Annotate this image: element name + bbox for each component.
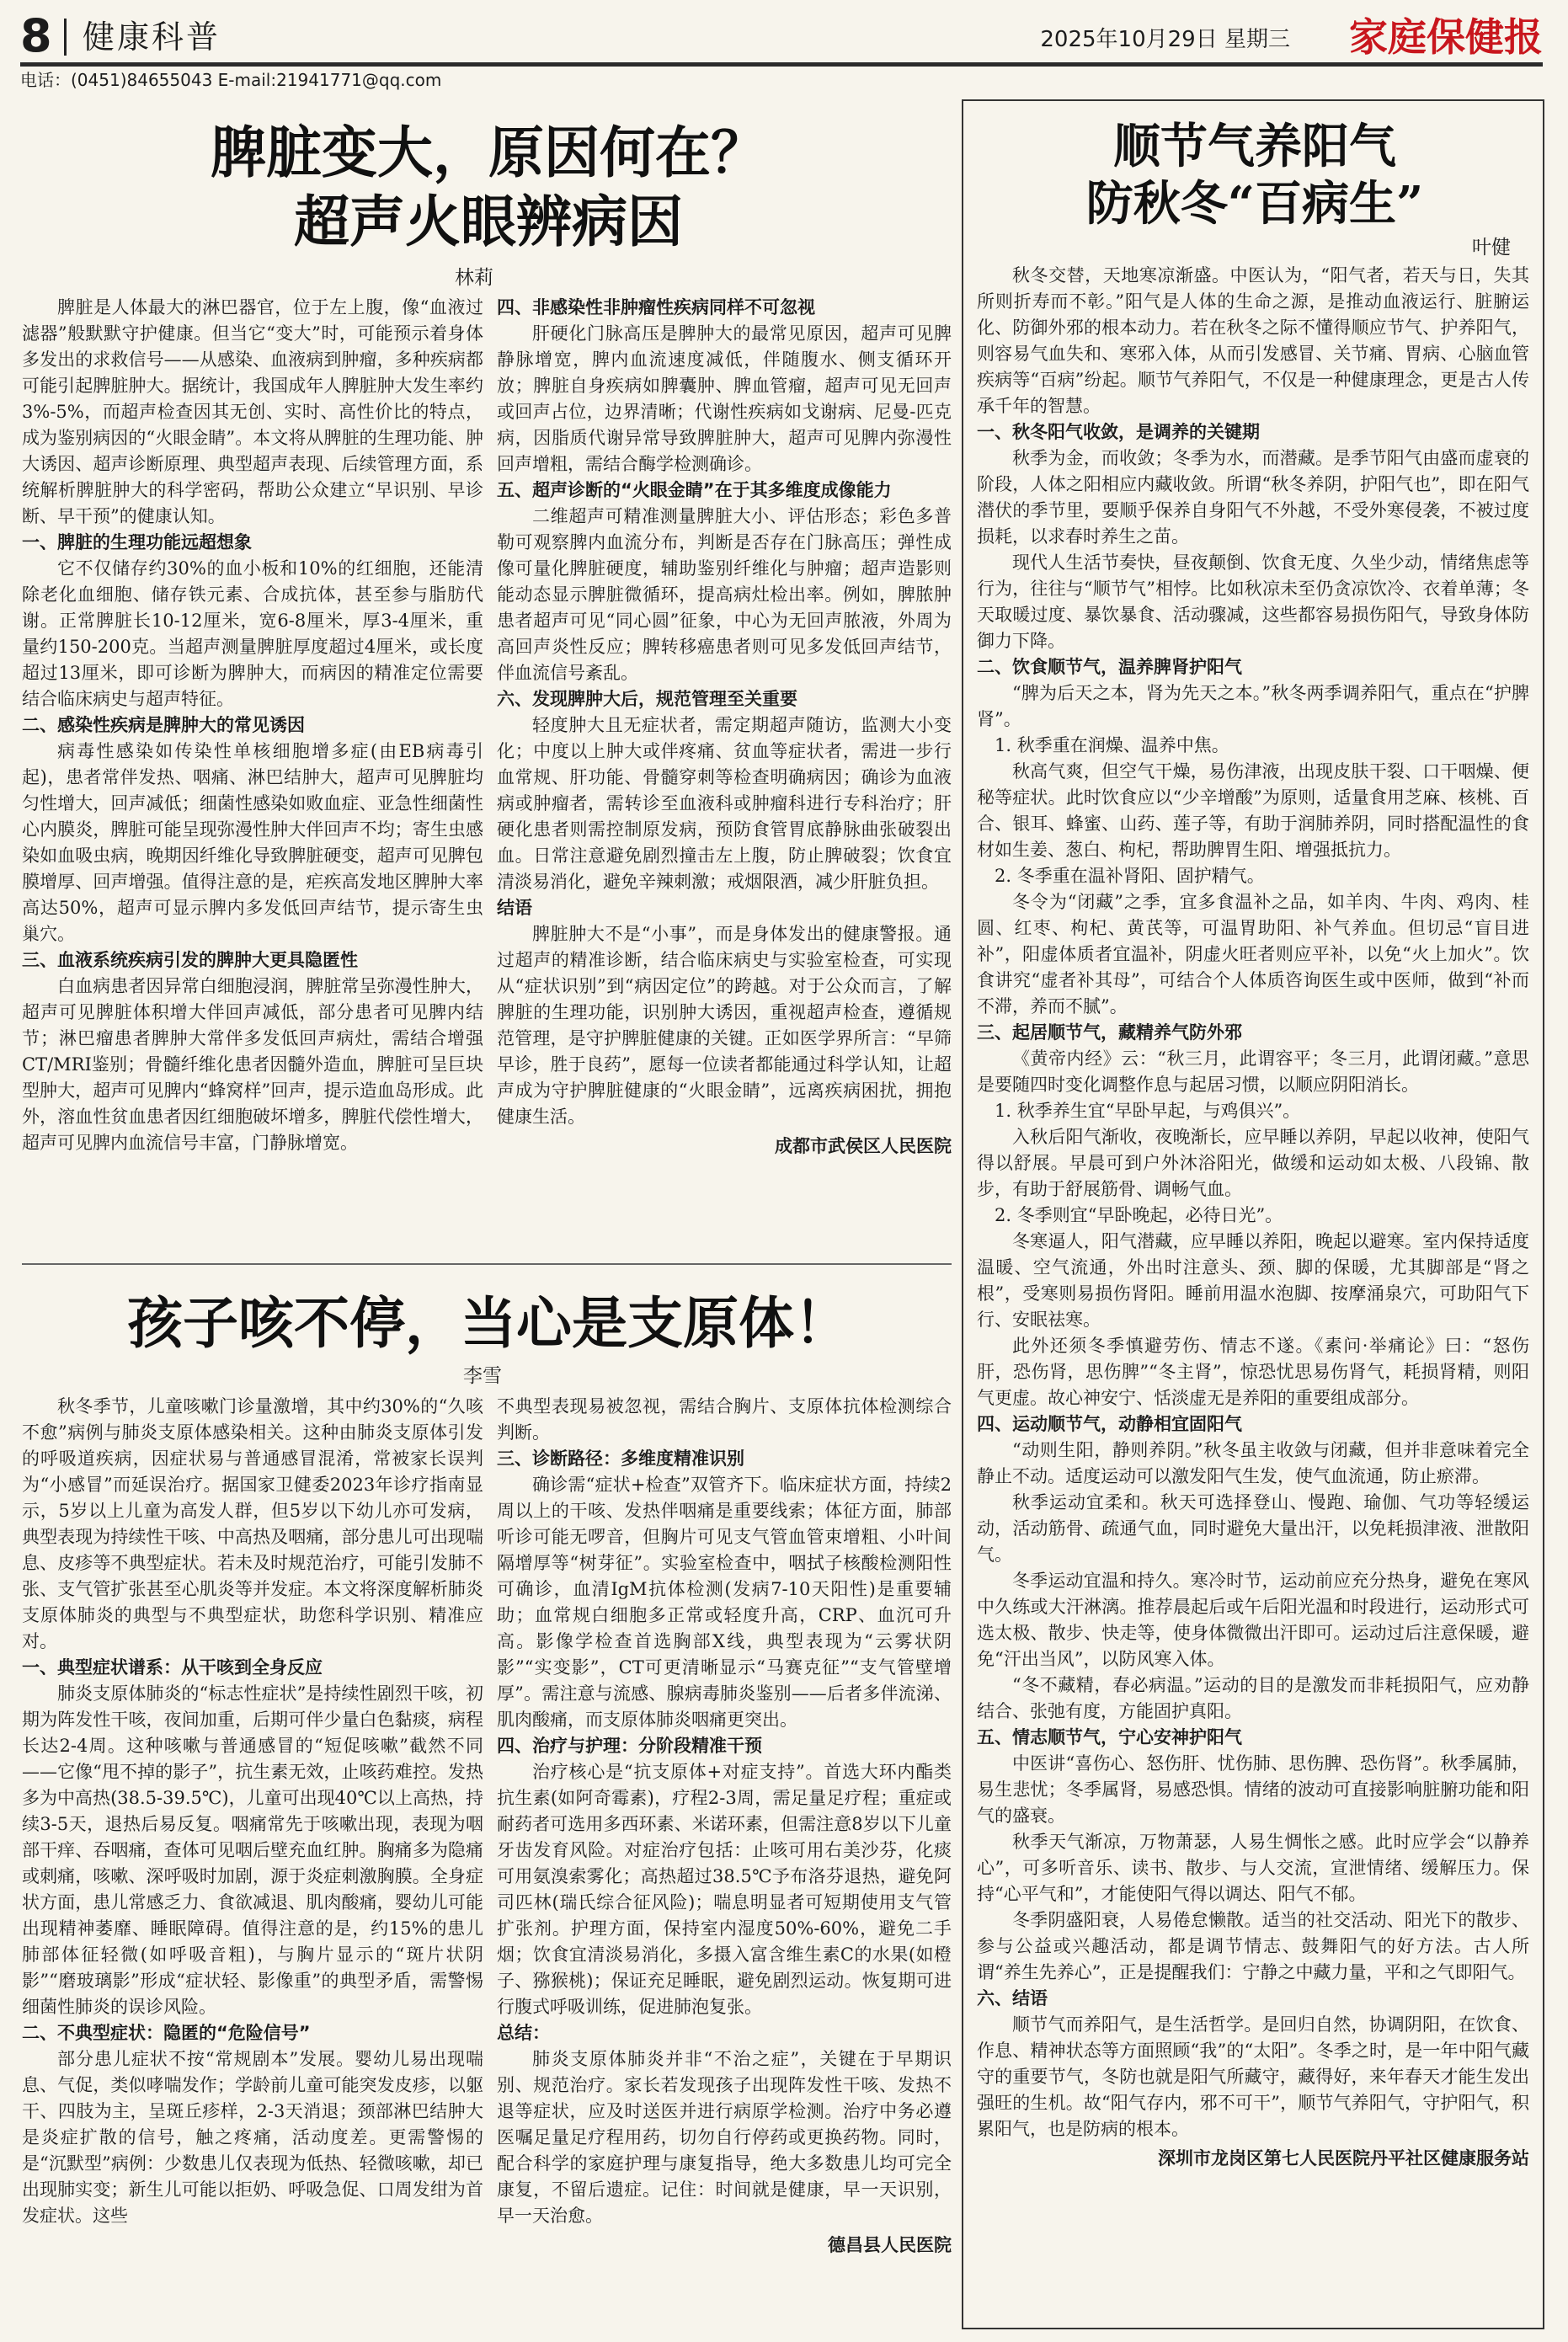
article3-column: [977, 263, 1529, 2318]
article3-author: 叶健: [1472, 237, 1511, 259]
page-header: [20, 9, 1543, 62]
article2-heading: 三、诊断路径：多维度精准识别: [497, 1448, 744, 1469]
article3-paragraph: 冬寒逼人，阳气潜藏，应早睡以养阳，晚起以避寒。室内保持适度温暖、空气流通，外出时注意头、颈、脚的保暖，尤其脚部是“肾之根”，受寒则易损伤肾阳。睡前用温水泡脚、按摩涌泉穴，可助阳气下行、安眠祛寒。: [977, 1231, 1529, 1330]
article1-paragraph: 脾脏是人体最大的淋巴器官，位于左上腹，像“血液过滤器”般默默守护健康。但当它“变大”时，可能预示着身体多发出的求救信号——从感染、血液病到肿瘤，多种疾病都可能引起脾脏肿大。据统计，我国成年人脾脏肿大发生率约3%-5%，而超声检查因其无创、实时、高性价比的特点，成为鉴别病因的“火眼金睛”。本文将从脾脏的生理功能、肿大诱因、超声诊断原理、典型超声表现、后续管理方面，系统解析脾脏肿大的科学密码，帮助公众建立“早识别、早诊断、早干预”的健康认知。: [22, 297, 483, 526]
article3-paragraph: 顺节气而养阳气，是生活哲学。是回归自然，协调阴阳，在饮食、作息、精神状态等方面照顾“我”的“太阳”。冬季之时，是一年中阳气藏守的重要节气，冬防也就是阳气所藏守，藏得好，来年春天才能生发出强旺的生机。故“阳气存内，邪不可干”，顺节气养阳气，守护阳气，积累阳气，也是防病的根本。: [977, 2014, 1529, 2139]
article3-title-line2: 防秋冬“百病生”: [1085, 176, 1424, 232]
header-divider: [64, 19, 67, 56]
article1-heading: 二、感染性疾病是脾肿大的常见诱因: [22, 715, 305, 735]
article1-paragraph: 它不仅储存约30%的血小板和10%的红细胞，还能清除老化血细胞、储存铁元素、合成抗体，甚至参与脂肪代谢。正常脾脏长10-12厘米，宽6-8厘米，厚3-4厘米，重量约150-200克。当超声测量脾脏厚度超过4厘米，或长度超过13厘米，即可诊断为脾肿大，而病因的精准定位需要结合临床病史与超声特征。: [22, 558, 483, 709]
article3-paragraph: 冬令为“闭藏”之季，宜多食温补之品，如羊肉、牛肉、鸡肉、桂圆、红枣、枸杞、黄芪等，可温胃助阳、补气养血。但切忌“盲目进补”，阳虚体质者宜温补，阴虚火旺者则应平补，以免“火上加火”。饮食讲究“虚者补其母”，可结合个人体质咨询医生或中医师，做到“补而不滞，养而不腻”。: [977, 892, 1529, 1016]
article1-column-2: [497, 295, 952, 1251]
article1-heading: 五、超声诊断的“火眼金睛”在于其多维度成像能力: [497, 480, 892, 500]
article2-column-2: [497, 1394, 952, 2329]
article2-heading: 总结：: [497, 2023, 550, 2043]
article3-title: [977, 118, 1533, 232]
article2-paragraph: 不典型表现易被忽视，需结合胸片、支原体抗体检测综合判断。: [497, 1396, 952, 1443]
article1-heading: 四、非感染性非肿瘤性疾病同样不可忽视: [497, 297, 815, 317]
article3-source-credit: 深圳市龙岗区第七人民医院丹平社区健康服务站: [1158, 2148, 1529, 2169]
article3-subheading: 1. 秋季养生宜“早卧早起，与鸡俱兴”。: [995, 1101, 1301, 1121]
article-divider: [22, 1263, 952, 1265]
article3-heading: 二、饮食顺节气，温养脾肾护阳气: [977, 657, 1242, 677]
article1-paragraph: 轻度肿大且无症状者，需定期超声随访，监测大小变化；中度以上肿大或伴疼痛、贫血等症状者，需进一步行血常规、肝功能、骨髓穿刺等检查明确病因；确诊为血液病或肿瘤者，需转诊至血液科或肿瘤科进行专科治疗；肝硬化患者则需控制原发病，预防食管胃底静脉曲张破裂出血。日常注意避免剧烈撞击左上腹，防止脾破裂；饮食宜清淡易消化，避免辛辣刺激；戒烟限酒，减少肝脏负担。: [497, 715, 952, 892]
article1-paragraph: 脾脏肿大不是“小事”，而是身体发出的健康警报。通过超声的精准诊断，结合临床病史与实验室检查，可实现从“症状识别”到“病因定位”的跨越。对于公众而言，了解脾脏的生理功能，识别肿大诱因，重视超声检查，遵循规范管理，是守护脾脏健康的关键。正如医学界所言：“早筛早诊，胜于良药”，愿每一位读者都能通过科学认知，让超声成为守护脾脏健康的“火眼金睛”，远离疾病困扰，拥抱健康生活。: [497, 924, 952, 1127]
article3-paragraph: 入秋后阳气渐收，夜晚渐长，应早睡以养阴，早起以收神，使阳气得以舒展。早晨可到户外沐浴阳光，做缓和运动如太极、八段锦、散步，有助于舒展筋骨、调畅气血。: [977, 1127, 1529, 1199]
article3-paragraph: 此外还须冬季慎避劳伤、情志不遂。《素问·举痛论》曰：“怒伤肝，恐伤肾，思伤脾”“冬主肾”，惊恐忧思易伤肾气，耗损肾精，则阳气更虚。故心神安宁、恬淡虚无是养阳的重要组成部分。: [977, 1336, 1529, 1408]
article3-paragraph: 秋高气爽，但空气干燥，易伤津液，出现皮肤干裂、口干咽燥、便秘等症状。此时饮食应以“少辛增酸”为原则，适量食用芝麻、核桃、百合、银耳、蜂蜜、山药、莲子等，有助于润肺养阴，同时搭配温性的食材如生姜、葱白、枸杞，帮助脾胃生阳、增强抵抗力。: [977, 761, 1529, 860]
article3-paragraph: 冬季阴盛阳衰，人易倦怠懒散。适当的社交活动、阳光下的散步、参与公益或兴趣活动，都是调节情志、鼓舞阳气的好方法。古人所谓“养生先养心”，正是提醒我们：宁静之中藏力量，平和之气即阳气。: [977, 1910, 1529, 1982]
article2-title: 孩子咳不停，当心是支原体！: [127, 1290, 850, 1356]
article3-paragraph: “动则生阳，静则养阴。”秋冬虽主收敛与闭藏，但并非意味着完全静止不动。适度运动可以激发阳气生发，使气血流通，防止瘀滞。: [977, 1440, 1529, 1486]
article3-title-line1: 顺节气养阳气: [1113, 119, 1396, 174]
article2-paragraph: 肺炎支原体肺炎的“标志性症状”是持续性剧烈干咳，初期为阵发性干咳，夜间加重，后期可伴少量白色黏痰，病程长达2-4周。这种咳嗽与普通感冒的“短促咳嗽”截然不同——它像“甩不掉的影子”，抗生素无效，止咳药难控。发热多为中高热(38.5-39.5℃)，儿童可出现40℃以上高热，持续3-5天，退热后易反复。咽痛常先于咳嗽出现，表现为咽部干痒、吞咽痛，查体可见咽后壁充血红肿。胸痛多为隐痛或刺痛，咳嗽、深呼吸时加剧，源于炎症刺激胸膜。全身症状方面，患儿常感乏力、食欲减退、肌肉酸痛，婴幼儿可能出现精神萎靡、睡眠障碍。值得注意的是，约15%的患儿肺部体征轻微(如呼吸音粗)，与胸片显示的“斑片状阴影”“磨玻璃影”形成“症状轻、影像重”的典型矛盾，需警惕细菌性肺炎的误诊风险。: [22, 1683, 483, 2017]
article2-source-credit: 德昌县人民医院: [828, 2235, 952, 2255]
article2-heading: 二、不典型症状：隐匿的“危险信号”: [22, 2023, 311, 2043]
article3-paragraph: 秋季运动宜柔和。秋天可选择登山、慢跑、瑜伽、气功等轻缓运动，活动筋骨、疏通气血，同时避免大量出汗，以免耗损津液、泄散阳气。: [977, 1492, 1529, 1565]
article2-paragraph: 治疗核心是“抗支原体+对症支持”。首选大环内酯类抗生素(如阿奇霉素)，疗程2-3周，需足量足疗程；重症或耐药者可选用多西环素、米诺环素，但需注意8岁以下儿童牙齿发育风险。对症治疗包括：止咳可用右美沙芬，化痰可用氨溴索雾化；高热超过38.5℃予布洛芬退热，避免阿司匹林(瑞氏综合征风险)；喘息明显者可短期使用支气管扩张剂。护理方面，保持室内湿度50%-60%，避免二手烟；饮食宜清淡易消化，多摄入富含维生素C的水果(如橙子、猕猴桃)；保证充足睡眠，避免剧烈运动。恢复期可进行腹式呼吸训练，促进肺泡复张。: [497, 1762, 952, 2017]
section-name: 健康科普: [83, 19, 221, 56]
article2-paragraph: 部分患儿症状不按“常规剧本”发展。婴幼儿易出现喘息、气促，类似哮喘发作；学龄前儿童可能突发皮疹，以躯干、四肢为主，呈斑丘疹样，2-3天消退；颈部淋巴结肿大是炎症扩散的信号，触之疼痛，活动度差。更需警惕的是“沉默型”病例：少数患儿仅表现为低热、轻微咳嗽，却已出现肺实变；新生儿可能以拒奶、呼吸急促、口周发绀为首发症状。这些: [22, 2049, 483, 2226]
article2-paragraph: 肺炎支原体肺炎并非“不治之症”，关键在于早期识别、规范治疗。家长若发现孩子出现阵发性干咳、发热不退等症状，应及时送医并进行病原学检测。治疗中务必遵医嘱足量足疗程用药，切勿自行停药或更换药物。同时，配合科学的家庭护理与康复指导，绝大多数患儿均可完全康复，不留后遗症。记住：时间就是健康，早一天识别，早一天治愈。: [497, 2049, 952, 2226]
article1-heading: 六、发现脾肿大后，规范管理至关重要: [497, 689, 797, 709]
article1-paragraph: 白血病患者因异常白细胞浸润，脾脏常呈弥漫性肿大，超声可见脾脏体积增大伴回声减低，部分患者可见脾内结节；淋巴瘤患者脾肿大常伴多发低回声病灶，需结合增强CT/MRI鉴别；骨髓纤维化患者因髓外造血，脾脏可呈巨块型肿大，超声可见脾内“蜂窝样”回声，提示造血岛形成。此外，溶血性贫血患者因红细胞破坏增多，脾脏代偿性增大，超声可见脾内血流信号丰富，门静脉增宽。: [22, 976, 483, 1153]
article2-column-1: [22, 1394, 483, 2329]
page-number: 8: [20, 9, 52, 62]
article3-subheading: 1. 秋季重在润燥、温养中焦。: [995, 735, 1229, 755]
contact-info: 电话：(0451)84655043 E-mail:21941771@qq.com: [20, 70, 442, 90]
article1-heading: 一、脾脏的生理功能远超想象: [22, 532, 252, 552]
article3-paragraph: 中医讲“喜伤心、怒伤肝、忧伤肺、思伤脾、恐伤肾”。秋季属肺，易生悲忧；冬季属肾，易感恐惧。情绪的波动可直接影响脏腑功能和阳气的盛衰。: [977, 1753, 1529, 1826]
article2-heading: 一、典型症状谱系：从干咳到全身反应: [22, 1657, 323, 1678]
issue-date: 2025年10月29日 星期三: [1040, 27, 1290, 52]
article1-paragraph: 二维超声可精准测量脾脏大小、评估形态；彩色多普勒可观察脾内血流分布，判断是否存在门脉高压；弹性成像可量化脾脏硬度，辅助鉴别纤维化与肿瘤；超声造影则能动态显示脾脏微循环，提高病灶检出率。例如，脾脓肿患者超声可见“同心圆”征象，中心为无回声脓液，外周为高回声炎性反应；脾转移癌患者则可见多发低回声结节，伴血流信号紊乱。: [497, 506, 952, 683]
article3-heading: 五、情志顺节气，宁心安神护阳气: [977, 1727, 1242, 1747]
article3-paragraph: 现代人生活节奏快，昼夜颠倒、饮食无度、久坐少动，情绪焦虑等行为，往往与“顺节气”相悖。比如秋凉未至仍贪凉饮冷、衣着单薄；冬天取暖过度、暴饮暴食、活动骤减，这些都容易损伤阳气，导致身体防御力下降。: [977, 552, 1529, 651]
article1-paragraph: 病毒性感染如传染性单核细胞增多症(由EB病毒引起)，患者常伴发热、咽痛、淋巴结肿大，超声可见脾脏均匀性增大，回声减低；细菌性感染如败血症、亚急性细菌性心内膜炎，脾脏可能呈现弥漫性肿大伴回声不均；寄生虫感染如血吸虫病，晚期因纤维化导致脾脏硬变，超声可见脾包膜增厚、回声增强。值得注意的是，疟疾高发地区脾肿大率高达50%，超声可显示脾内多发低回声结节，提示寄生虫巢穴。: [22, 741, 483, 944]
article3-paragraph: “冬不藏精，春必病温。”运动的目的是激发而非耗损阳气，应劝静结合、张弛有度，方能固护真阳。: [977, 1675, 1529, 1721]
article3-heading: 六、结语: [977, 1988, 1048, 2009]
article1-heading: 三、血液系统疾病引发的脾肿大更具隐匿性: [22, 950, 358, 970]
article1-heading: 结语: [497, 898, 532, 918]
header-rule: [20, 62, 1543, 67]
article3-heading: 一、秋冬阳气收敛，是调养的关键期: [977, 422, 1260, 442]
article1-column-1: [22, 295, 483, 1251]
article3-paragraph: 秋季天气渐凉，万物萧瑟，人易生惆怅之感。此时应学会“以静养心”，可多听音乐、读书、散步、与人交流，宣泄情绪、缓解压力。保持“心平气和”，才能使阳气得以调达、阳气不郁。: [977, 1832, 1529, 1904]
article3-paragraph: 秋冬交替，天地寒凉渐盛。中医认为，“阳气者，若天与日，失其所则折寿而不彰。”阳气是人体的生命之源，是推动血液运行、脏腑运化、防御外邪的根本动力。若在秋冬之际不懂得顺应节气、护养阳气，则容易气血失和、寒邪入体，从而引发感冒、关节痛、胃病、心脑血管疾病等“百病”纷起。顺节气养阳气，不仅是一种健康理念，更是古人传承千年的智慧。: [977, 265, 1529, 416]
article3-subheading: 2. 冬季重在温补肾阳、固护精气。: [995, 866, 1265, 886]
article1-author: 林莉: [455, 267, 493, 289]
article3-paragraph: 秋季为金，而收敛；冬季为水，而潜藏。是季节阳气由盛而虚衰的阶段，人体之阳相应内藏收敛。所谓“秋冬养阴，护阳气也”，即在阳气潜伏的季节里，要顺乎保养自身阳气不外越，不受外寒侵袭，不被过度损耗，以求春时养生之苗。: [977, 448, 1529, 547]
article1-paragraph: 肝硬化门脉高压是脾肿大的最常见原因，超声可见脾静脉增宽，脾内血流速度减低，伴随腹水、侧支循环开放；脾脏自身疾病如脾囊肿、脾血管瘤，超声可见无回声或回声占位，边界清晰；代谢性疾病如戈谢病、尼曼-匹克病，因脂质代谢异常导致脾脏肿大，超声可见脾内弥漫性回声增粗，需结合酶学检测确诊。: [497, 323, 952, 474]
article2-paragraph: 确诊需“症状+检查”双管齐下。临床症状方面，持续2周以上的干咳、发热伴咽痛是重要线索；体征方面，肺部听诊可能无啰音，但胸片可见支气管血管束增粗、小叶间隔增厚等“树芽征”。实验室检查中，咽拭子核酸检测阳性可确诊，血清IgM抗体检测(发病7-10天阳性)是重要辅助；血常规白细胞多正常或轻度升高，CRP、血沉可升高。影像学检查首选胸部X线，典型表现为“云雾状阴影”“实变影”，CT可更清晰显示“马赛克征”“支气管壁增厚”。需注意与流感、腺病毒肺炎鉴别——后者多伴流涕、肌肉酸痛，而支原体肺炎咽痛更突出。: [497, 1475, 952, 1730]
article3-paragraph: 冬季运动宜温和持久。寒冷时节，运动前应充分热身，避免在寒风中久练或大汗淋漓。推荐晨起后或午后阳光温和时段进行，运动形式可选太极、散步、快走等，使身体微微出汗即可。运动过后注意保暖，避免“汗出当风”，以防风寒入体。: [977, 1571, 1529, 1669]
article1-source-credit: 成都市武侯区人民医院: [775, 1136, 952, 1156]
article3-subheading: 2. 冬季则宜“早卧晚起，必待日光”。: [995, 1205, 1283, 1225]
article2-author: 李雪: [463, 1365, 502, 1387]
article1-title-line2: 超声火眼辨病因: [294, 189, 683, 254]
article1-title: [51, 118, 926, 256]
article3-paragraph: 《黄帝内经》云：“秋三月，此谓容平；冬三月，此谓闭藏。”意思是要随四时变化调整作息与起居习惯，以顺应阴阳消长。: [977, 1048, 1529, 1095]
article3-heading: 三、起居顺节气，藏精养气防外邪: [977, 1022, 1242, 1043]
article1-title-line1: 脾脏变大，原因何在？: [211, 120, 766, 185]
article3-paragraph: “脾为后天之本，肾为先天之本。”秋冬两季调养阳气，重点在“护脾肾”。: [977, 683, 1529, 729]
article3-heading: 四、运动顺节气，动静相宜固阳气: [977, 1414, 1242, 1434]
article2-paragraph: 秋冬季节，儿童咳嗽门诊量激增，其中约30%的“久咳不愈”病例与肺炎支原体感染相关。这种由肺炎支原体引发的呼吸道疾病，因症状易与普通感冒混淆，常被家长误判为“小感冒”而延误治疗。据国家卫健委2023年诊疗指南显示，5岁以上儿童为高发人群，但5岁以下幼儿亦可发病，典型表现为持续性干咳、中高热及咽痛，部分患儿可出现喘息、皮疹等不典型症状。若未及时规范治疗，可能引发肺不张、支气管扩张甚至心肌炎等并发症。本文将深度解析肺炎支原体肺炎的典型与不典型症状，助您科学识别、精准应对。: [22, 1396, 483, 1651]
newspaper-name: 家庭保健报: [1349, 14, 1543, 60]
article2-heading: 四、治疗与护理：分阶段精准干预: [497, 1736, 762, 1756]
